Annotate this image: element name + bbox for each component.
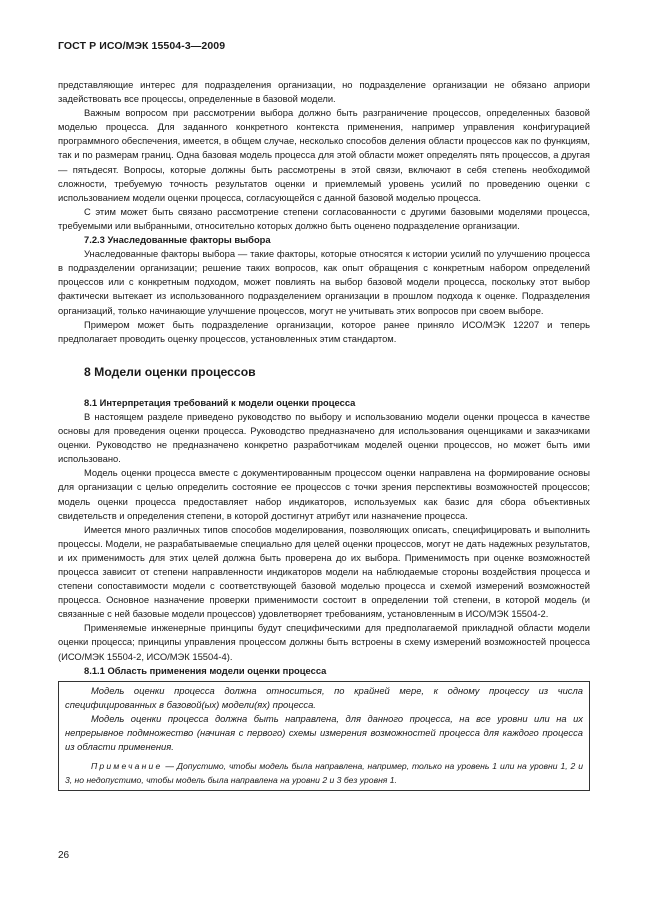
subsection-heading-8-1: 8.1 Интерпретация требований к модели оценки процесса [84,396,356,408]
paragraph: Имеется много различных типов способов моделирования, позволяющих описать, специфицировать и выполнить процессы. Модели, не разрабатываемые специально для целей оценки процессов, могут не дать надежных результатов, и их применимость для этих целей должна быть проверена до их выбора. Применимость при оценке возможностей процесса зависит от степени направленности индикаторов модели на наблюдаемые стороны воздействия процесса и степени сопоставимости модели с соответствующей базовой моделью процесса и схемой измерений возможностей процесса. Основное назначение проверки применимости состоит в определении той степени, в которой модель (и связанные с ней базовые модели процессов) удовлетворяет требованиям, установленным в ИСО/МЭК 15504-2. [58,523,590,620]
page-number: 26 [58,850,70,861]
note-text: — Допустимо, чтобы модель была направлена, например, только на уровень 1 или на уровни 1, 2 и 3, но недопустимо, чтобы модель была направлена на уровни 2 и 3 без уровня 1. [65,761,583,785]
requirement-paragraph: Модель оценки процесса должна относиться, по крайней мере, к одному процессу из числа специфицированных в базовой(ых) модели(ях) процесса. [65,684,583,710]
requirements-box [58,681,590,792]
paragraph: Важным вопросом при рассмотрении выбора должно быть разграничение процессов, определенных базовой моделью процесса. Для заданного конкретного контекста применения, например управления конфигурацией программного обеспечения, имеется, в общем случае, несколько способов деления области процессов как по функциям, так и по размерам границ. Одна базовая модель процесса для этой области может определять пять процессов, а другая — пятьдесят. Вопросы, которые должны быть рассмотрены в этой связи, включают в себя степень необходимой сложности, требуемую точность результатов оценки и приемлемый уровень усилий по проведению оценки с использованием модели оценки процесса, согласующейся с данной базовой моделью процесса. [58,107,590,203]
paragraph: С этим может быть связано рассмотрение степени согласованности с другими базовыми моделями процесса, требуемыми или выбранными, относительно которых должно быть оценено подразделение организации. [58,205,590,231]
paragraph: Модель оценки процесса вместе с документированным процессом оценки направлена на формирование основы для организации с целью определить состояние ее процессов с точки зрения перспективы возможностей процессов; модель оценки процесса предоставляет набор индикаторов, используемых как базис для сбора объективных свидетельств и определения степени, в которой достигнут атрибут или назначение процесса. [58,467,590,521]
paragraph: В настоящем разделе приведено руководство по выбору и использованию модели оценки процесса в качестве основы для проведения оценки процесса. Руководство предназначено для использования оценщиками и заказчиками оценки. Руководство не предназначено конкретно разработчикам моделей оценки процессов, но может быть ими использовано. [58,410,590,465]
paragraph: Применяемые инженерные принципы будут специфическими для предполагаемой прикладной области модели оценки процесса; принципы управления процессом должны быть встроены в схему измерений возможностей процесса (ИСО/МЭК 15504-2, ИСО/МЭК 15504-4). [58,622,590,662]
note [65,760,583,787]
paragraph: Унаследованные факторы выбора — такие факторы, которые относятся к истории усилий по улучшению процесса в подразделении организации; решение таких вопросов, как опыт обращения с конкретным набором определений процессов или с конкретным подходом, может повлиять на выбор базовой модели процесса, поскольку этот выбор фактически вытекает из использованного подразделением организации в прошлом подхода к оценке. Подразделения организаций, только начинающие улучшение процессов, могут не учитывать этих вопросов при своем выборе. [58,248,590,316]
standard-header: ГОСТ Р ИСО/МЭК 15504-3—2009 [58,40,226,52]
document-body [58,78,590,791]
requirement-paragraph: Модель оценки процесса должна быть направлена, для данного процесса, на все уровни или на их непрерывное подмножество (начиная с первого) схемы измерения возможностей процесса для каждого процесса из области применения. [65,712,583,753]
section-heading-8: 8 Модели оценки процессов [84,364,256,379]
paragraph: Примером может быть подразделение организации, которое ранее приняло ИСО/МЭК 12207 и теперь предполагает проводить оценку процессов, установленных этим стандартом. [58,318,590,344]
subsection-heading-8-1-1: 8.1.1 Область применения модели оценки процесса [84,664,327,676]
subsection-heading-7-2-3: 7.2.3 Унаследованные факторы выбора [84,234,271,246]
paragraph: представляющие интерес для подразделения организации, но подразделение организации не обязано априори задействовать все процессы, определенные в базовой модели. [58,79,590,105]
note-label: Примечание [91,761,163,772]
